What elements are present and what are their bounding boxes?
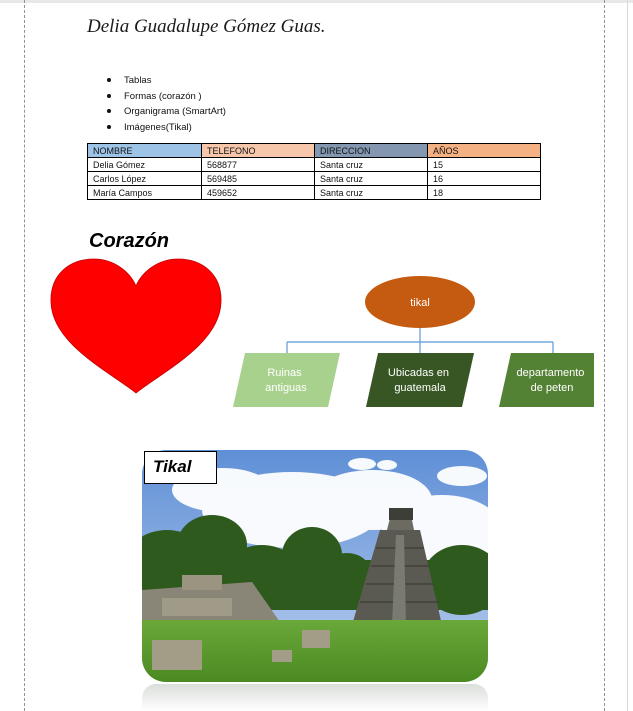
- table-cell[interactable]: 18: [428, 186, 541, 200]
- org-node-line: Ubicadas en: [387, 367, 450, 379]
- page-top-edge: [0, 0, 633, 3]
- org-node-line: antiguas: [265, 382, 307, 394]
- header-direccion[interactable]: DIRECCION: [315, 144, 428, 158]
- table-cell[interactable]: 569485: [202, 172, 315, 186]
- list-item[interactable]: Formas (corazón ): [107, 89, 226, 105]
- org-root-label: tikal: [410, 297, 430, 309]
- list-item[interactable]: Organigrama (SmartArt): [107, 104, 226, 120]
- window-edge: [627, 0, 628, 711]
- tikal-caption-box[interactable]: [144, 451, 217, 484]
- tikal-caption: Tikal: [153, 457, 192, 476]
- org-node-line: guatemala: [394, 382, 446, 394]
- table-cell[interactable]: Santa cruz: [315, 172, 428, 186]
- tikal-photo[interactable]: [142, 450, 488, 682]
- org-chart: [230, 270, 610, 415]
- list-item[interactable]: Imágenes(Tikal): [107, 120, 226, 136]
- table-header-row: [88, 144, 541, 158]
- org-node-ruinas[interactable]: [233, 353, 340, 407]
- heart-path[interactable]: [51, 259, 221, 393]
- table-row: [88, 186, 541, 200]
- org-node-line: Ruinas: [267, 367, 302, 379]
- bullet-list: [107, 73, 226, 135]
- table-cell[interactable]: 568877: [202, 158, 315, 172]
- org-node-ubicadas[interactable]: [366, 353, 474, 407]
- table-cell[interactable]: Carlos López: [88, 172, 202, 186]
- table-cell[interactable]: Santa cruz: [315, 158, 428, 172]
- header-anos[interactable]: AÑOS: [428, 144, 541, 158]
- table-cell[interactable]: 15: [428, 158, 541, 172]
- table-cell[interactable]: Santa cruz: [315, 186, 428, 200]
- left-margin-line: [24, 0, 25, 711]
- table-row: [88, 158, 541, 172]
- org-node-line: de peten: [530, 382, 574, 394]
- tikal-photo-illustration: [142, 450, 488, 682]
- heart-heading[interactable]: Corazón: [89, 230, 169, 252]
- list-item[interactable]: Tablas: [107, 73, 226, 89]
- heart-shape[interactable]: [50, 258, 222, 394]
- table-cell[interactable]: Delia Gómez: [88, 158, 202, 172]
- org-node-line: departamento: [516, 367, 585, 379]
- photo-reflection: [142, 684, 488, 711]
- header-telefono[interactable]: TELEFONO: [202, 144, 315, 158]
- org-connectors: [287, 328, 553, 353]
- org-node-departamento[interactable]: [499, 353, 594, 407]
- table-cell[interactable]: María Campos: [88, 186, 202, 200]
- table-row: [88, 172, 541, 186]
- header-nombre[interactable]: NOMBRE: [88, 144, 202, 158]
- table-cell[interactable]: 16: [428, 172, 541, 186]
- people-table: [87, 143, 541, 200]
- document-title[interactable]: Delia Guadalupe Gómez Guas.: [87, 16, 326, 37]
- table-cell[interactable]: 459652: [202, 186, 315, 200]
